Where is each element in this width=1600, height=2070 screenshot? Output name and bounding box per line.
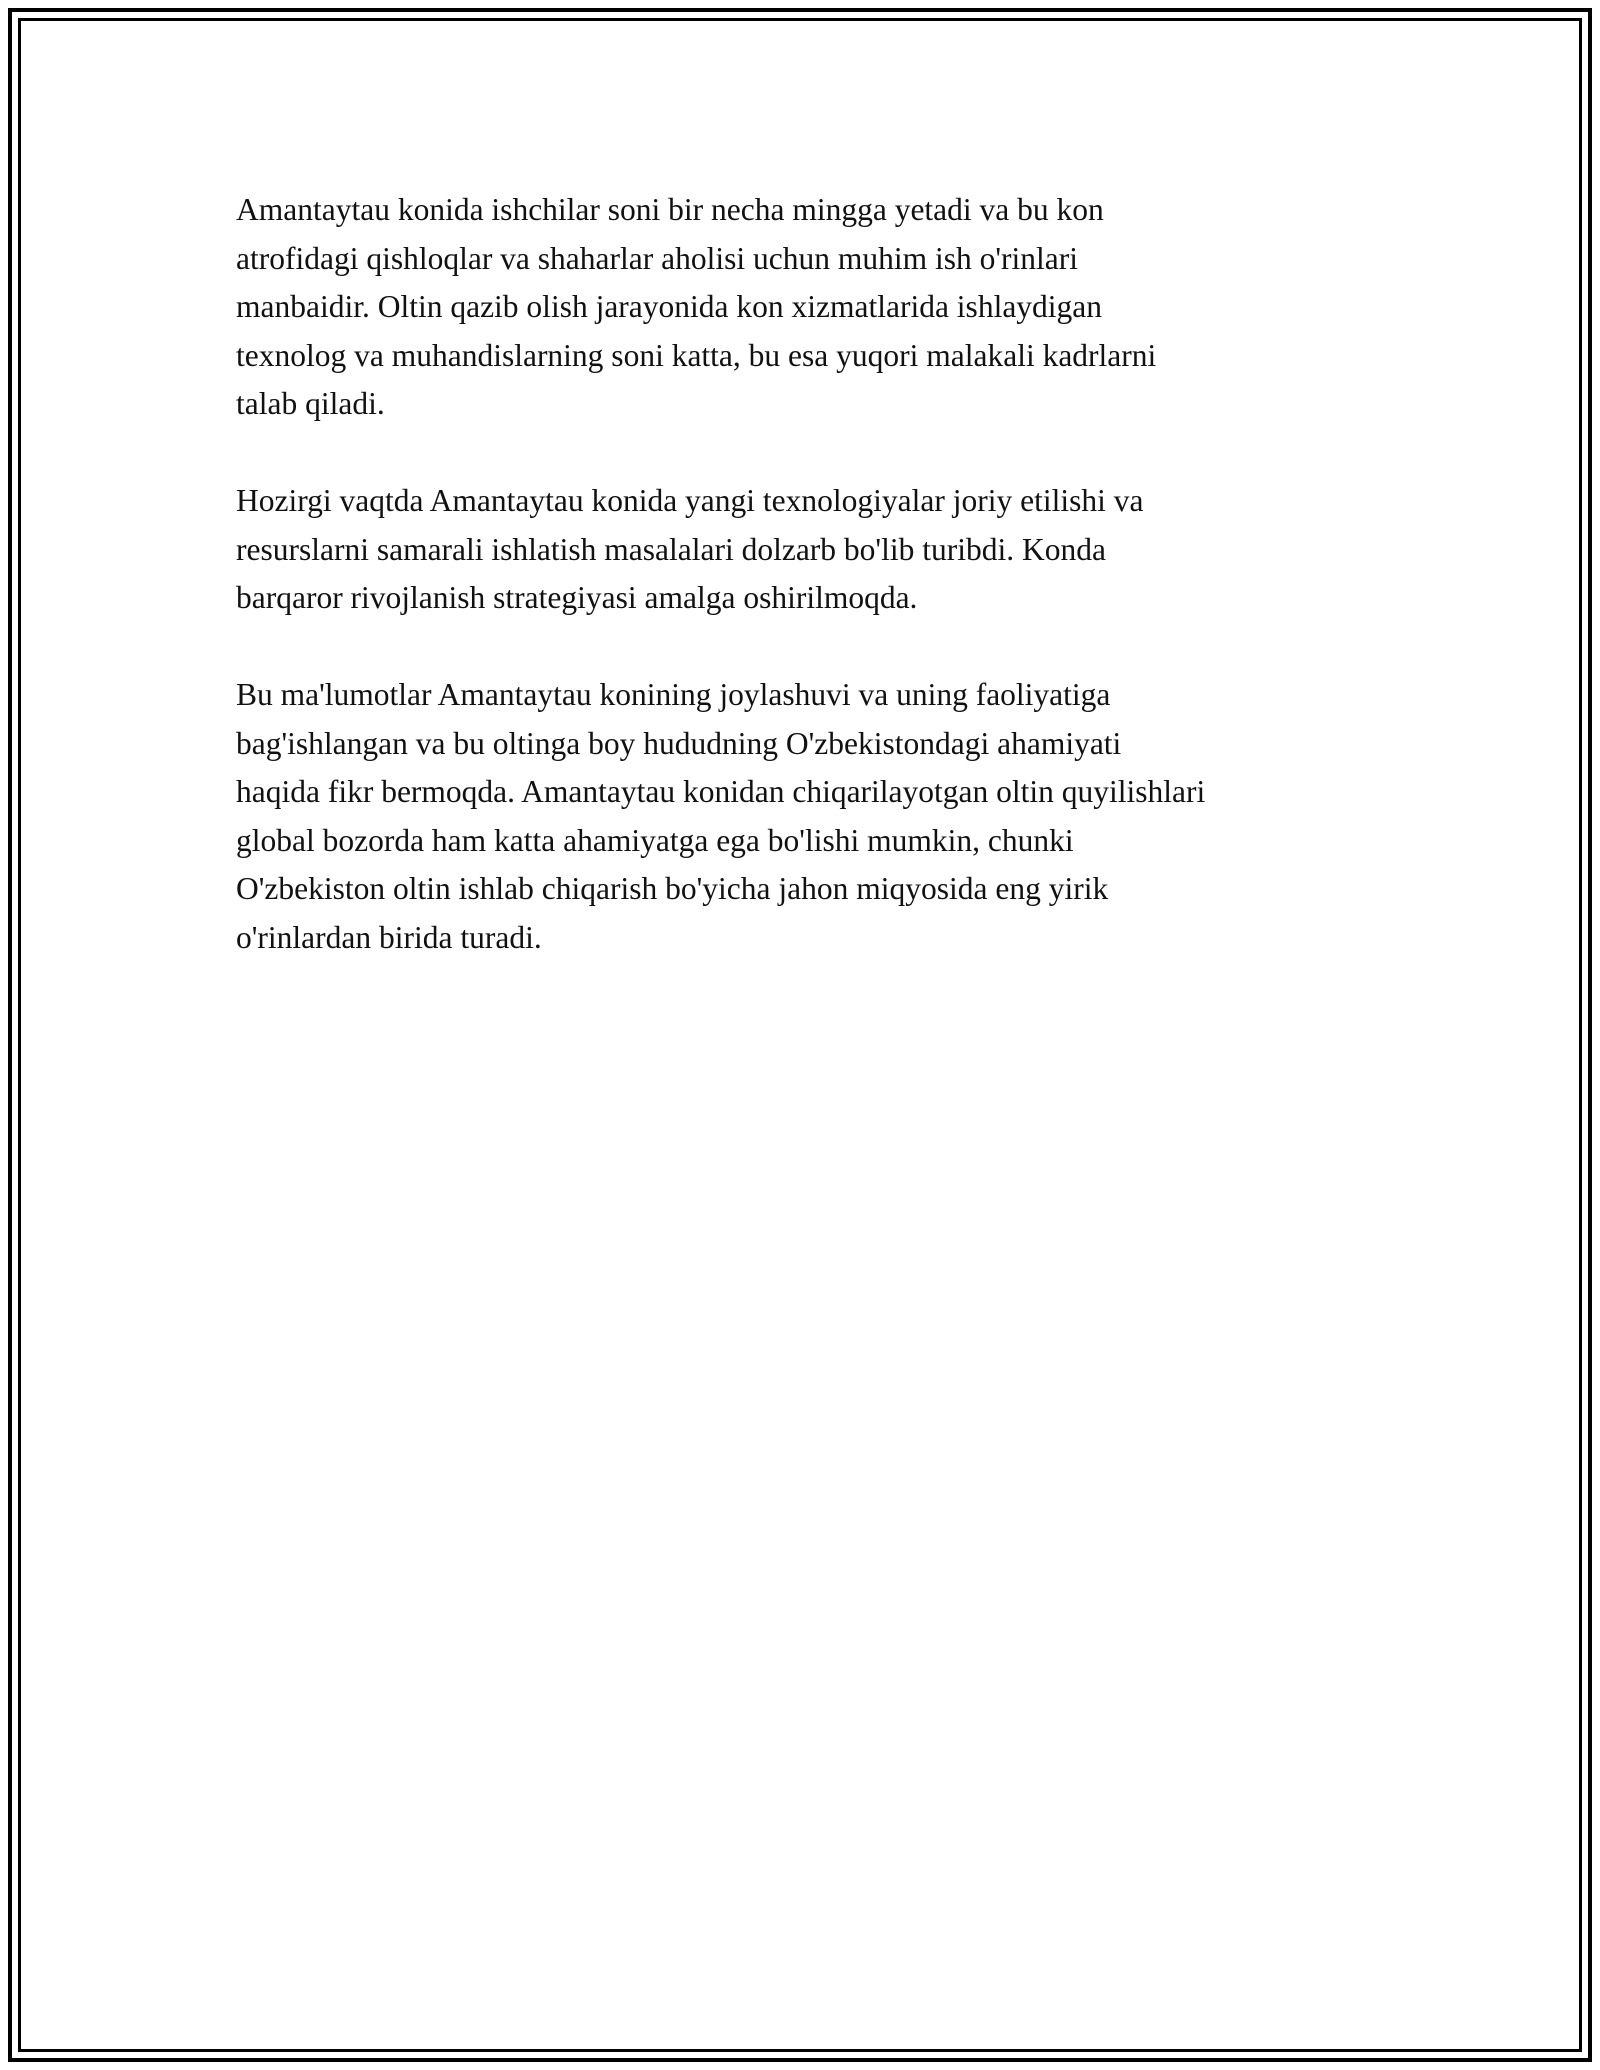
paragraph-line: bag'ishlangan va bu oltinga boy hududning O'zbekistondagi ahamiyati [236, 725, 1122, 761]
document-body [236, 186, 1386, 1011]
paragraph-line: O'zbekiston oltin ishlab chiqarish bo'yicha jahon miqyosida eng yirik [236, 871, 1109, 906]
paragraph-line: Hozirgi vaqtda Amantaytau konida yangi texnologiyalar joriy etilishi va [236, 483, 1144, 518]
paragraph-1 [236, 186, 1386, 429]
paragraph-line: o'rinlardan birida turadi. [236, 919, 542, 955]
paragraph-line: Bu ma'lumotlar Amantaytau konining joylashuvi va uning faoliyatiga [236, 677, 1111, 712]
paragraph-3 [236, 671, 1386, 962]
paragraph-2 [236, 477, 1386, 623]
paragraph-line: atrofidagi qishloqlar va shaharlar aholisi uchun muhim ish o'rinlari [236, 240, 1078, 276]
paragraph-line: Amantaytau konida ishchilar soni bir necha mingga yetadi va bu kon [236, 192, 1104, 227]
paragraph-line: barqaror rivojlanish strategiyasi amalga oshirilmoqda. [236, 580, 918, 615]
paragraph-line: global bozorda ham katta ahamiyatga ega bo'lishi mumkin, chunki [236, 822, 1074, 858]
paragraph-line: manbaidir. Oltin qazib olish jarayonida kon xizmatlarida ishlaydigan [236, 289, 1103, 324]
paragraph-line: haqida fikr bermoqda. Amantaytau konidan chiqarilayotgan oltin quyilishlari [236, 774, 1206, 809]
paragraph-line: talab qiladi. [236, 386, 385, 421]
paragraph-line: texnolog va muhandislarning soni katta, bu esa yuqori malakali kadrlarni [236, 337, 1157, 373]
paragraph-line: resurslarni samarali ishlatish masalalari dolzarb bo'lib turibdi. Konda [236, 531, 1106, 567]
